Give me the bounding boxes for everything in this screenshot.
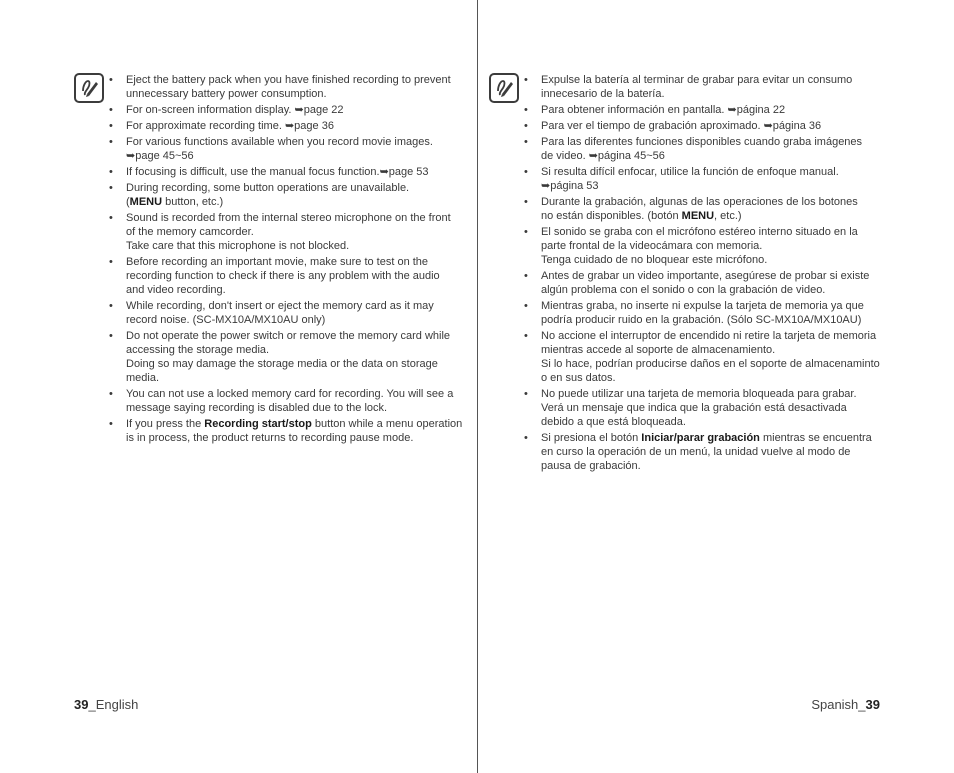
note-item xyxy=(109,119,471,133)
note-text: Doing so may damage the storage media or the data on storage xyxy=(126,358,438,370)
note-line xyxy=(126,239,471,253)
note-line xyxy=(126,343,471,357)
note-line xyxy=(541,401,884,415)
note-line xyxy=(126,269,471,283)
note-text: If you press the xyxy=(126,418,205,430)
note-text: Para ver el tiempo de grabación aproximado. xyxy=(541,120,764,132)
note-text: button while a menu operation xyxy=(311,418,463,430)
note-text: página 53 xyxy=(550,180,599,192)
note-item xyxy=(109,387,471,415)
note-text: For on-screen information display. xyxy=(126,104,295,116)
note-line xyxy=(126,371,471,385)
note-item xyxy=(109,299,471,327)
page-divider xyxy=(477,0,478,773)
note-line xyxy=(541,119,884,133)
note-text: You can not use a locked memory card for recording. You will see a xyxy=(126,388,454,400)
note-line xyxy=(541,431,884,445)
note-pencil-icon xyxy=(74,73,104,103)
note-item xyxy=(524,431,884,473)
note-line xyxy=(541,313,884,327)
note-line xyxy=(126,299,471,313)
note-line xyxy=(126,387,471,401)
note-text: página 45~56 xyxy=(597,150,665,162)
note-text: media. xyxy=(126,372,160,384)
note-text: Eject the battery pack when you have finished recording to prevent xyxy=(126,74,451,86)
footer-left xyxy=(74,697,138,712)
note-text: and video recording. xyxy=(126,284,226,296)
note-item xyxy=(524,119,884,133)
note-text: record noise. (SC-MX10A/MX10AU only) xyxy=(126,314,326,326)
note-text: While recording, don't insert or eject the memory card as it may xyxy=(126,300,434,312)
note-text: Sound is recorded from the internal stereo microphone on the front xyxy=(126,212,451,224)
note-line xyxy=(126,87,471,101)
note-line xyxy=(126,165,471,179)
note-text: ( xyxy=(126,196,130,208)
english-notes-list xyxy=(109,73,471,445)
note-line xyxy=(126,73,471,87)
note-text: unnecessary battery power consumption. xyxy=(126,88,327,100)
page-reference-arrow-icon: ➥ xyxy=(379,166,389,178)
note-line xyxy=(541,165,884,179)
note-text: Expulse la batería al terminar de grabar para evitar un consumo xyxy=(541,74,853,86)
page-number: 39 xyxy=(74,697,89,712)
note-line xyxy=(541,253,884,267)
note-item xyxy=(524,135,884,163)
note-item xyxy=(109,135,471,163)
note-text: de video. xyxy=(541,150,589,162)
note-item xyxy=(109,211,471,253)
note-line xyxy=(541,135,884,149)
note-text: Mientras graba, no inserte ni expulse la tarjeta de memoria ya que xyxy=(541,300,864,312)
footer-right xyxy=(811,697,880,712)
page-reference-arrow-icon: ➥ xyxy=(727,104,737,116)
note-text: página 36 xyxy=(772,120,822,132)
note-item xyxy=(524,299,884,327)
note-item xyxy=(524,329,884,385)
note-line xyxy=(541,195,884,209)
note-text: button, etc.) xyxy=(162,196,224,208)
note-item xyxy=(524,225,884,267)
page-reference-arrow-icon: ➥ xyxy=(126,150,136,162)
english-notes-column xyxy=(109,73,471,447)
note-text: Before recording an important movie, make sure to test on the xyxy=(126,256,429,268)
note-text: Take care that this microphone is not blocked. xyxy=(126,240,350,252)
note-text: page 53 xyxy=(388,166,429,178)
note-item xyxy=(109,417,471,445)
note-item xyxy=(524,165,884,193)
note-text: parte frontal de la videocámara con memoria. xyxy=(541,240,763,252)
note-line xyxy=(541,387,884,401)
page-reference-arrow-icon: ➥ xyxy=(294,104,304,116)
note-line xyxy=(541,299,884,313)
note-item xyxy=(524,103,884,117)
note-line xyxy=(541,239,884,253)
page-reference-arrow-icon: ➥ xyxy=(588,150,598,162)
note-text: of the memory camcorder. xyxy=(126,226,254,238)
note-text: algún problema con el sonido o con la grabación de video. xyxy=(541,284,826,296)
note-text: For various functions available when you record movie images. xyxy=(126,136,433,148)
page-reference-arrow-icon: ➥ xyxy=(541,180,551,192)
page-reference-arrow-icon: ➥ xyxy=(763,120,773,132)
bold-term: Recording start/stop xyxy=(204,418,312,430)
note-line xyxy=(541,149,884,163)
note-item xyxy=(109,329,471,385)
note-text: no están disponibles. (botón xyxy=(541,210,682,222)
note-line xyxy=(126,225,471,239)
note-line xyxy=(541,445,884,459)
note-line xyxy=(126,103,471,117)
note-text: , etc.) xyxy=(714,210,742,222)
note-text: Antes de grabar un video importante, asegúrese de probar si existe xyxy=(541,270,870,282)
note-text: If focusing is difficult, use the manual focus function. xyxy=(126,166,380,178)
note-text: message saying recording is disabled due to the lock. xyxy=(126,402,388,414)
note-text: podría producir ruido en la grabación. (Sólo SC-MX10A/MX10AU) xyxy=(541,314,862,326)
note-line xyxy=(541,269,884,283)
note-line xyxy=(126,357,471,371)
note-text: During recording, some button operations are unavailable. xyxy=(126,182,410,194)
note-text: mientras accede al soporte de almacenamiento. xyxy=(541,344,776,356)
bold-term: Iniciar/parar grabación xyxy=(641,432,760,444)
note-text: El sonido se graba con el micrófono estéreo interno situado en la xyxy=(541,226,858,238)
note-text: Si presiona el botón xyxy=(541,432,642,444)
note-text: Durante la grabación, algunas de las operaciones de los botones xyxy=(541,196,858,208)
note-item xyxy=(524,387,884,429)
note-pencil-icon xyxy=(489,73,519,103)
spanish-notes-list xyxy=(524,73,884,473)
note-item xyxy=(109,103,471,117)
note-line xyxy=(126,283,471,297)
page-number: 39 xyxy=(865,697,880,712)
note-text: debido a que está bloqueada. xyxy=(541,416,686,428)
note-item xyxy=(109,255,471,297)
note-item xyxy=(524,269,884,297)
note-line xyxy=(126,401,471,415)
language-label: Spanish_ xyxy=(811,697,866,712)
note-line xyxy=(541,73,884,87)
note-line xyxy=(126,195,471,209)
note-line xyxy=(126,417,471,431)
note-text: Si resulta difícil enfocar, utilice la función de enfoque manual. xyxy=(541,166,839,178)
note-line xyxy=(541,209,884,223)
note-line xyxy=(541,371,884,385)
note-text: Si lo hace, podrían producirse daños en el soporte de almacenaminto xyxy=(541,358,880,370)
note-text: innecesario de la batería. xyxy=(541,88,665,100)
note-text: Verá un mensaje que indica que la grabación está desactivada xyxy=(541,402,847,414)
note-text: No accione el interruptor de encendido ni retire la tarjeta de memoria xyxy=(541,330,877,342)
note-line xyxy=(541,103,884,117)
note-text: is in process, the product returns to recording pause mode. xyxy=(126,432,414,444)
note-line xyxy=(541,415,884,429)
note-item xyxy=(109,181,471,209)
note-line xyxy=(541,283,884,297)
note-line xyxy=(541,459,884,473)
note-text: recording function to check if there is any problem with the audio xyxy=(126,270,440,282)
note-item xyxy=(524,73,884,101)
note-line xyxy=(541,179,884,193)
note-text: Tenga cuidado de no bloquear este micrófono. xyxy=(541,254,768,266)
note-text: No puede utilizar una tarjeta de memoria bloqueada para grabar. xyxy=(541,388,857,400)
note-line xyxy=(541,87,884,101)
page-reference-arrow-icon: ➥ xyxy=(284,120,295,132)
spanish-notes-column xyxy=(524,73,884,475)
note-text: page 36 xyxy=(294,120,334,132)
note-line xyxy=(126,255,471,269)
note-line xyxy=(541,357,884,371)
note-text: o en sus datos. xyxy=(541,372,616,384)
note-item xyxy=(109,73,471,101)
bold-term: MENU xyxy=(681,210,715,222)
note-item xyxy=(524,195,884,223)
language-label: _English xyxy=(88,697,139,712)
note-line xyxy=(541,225,884,239)
note-text: mientras se encuentra xyxy=(759,432,872,444)
note-text: page 22 xyxy=(303,104,344,116)
note-line xyxy=(126,431,471,445)
note-text: Do not operate the power switch or remove the memory card while xyxy=(126,330,451,342)
note-text: Para obtener información en pantalla. xyxy=(541,104,728,116)
note-item xyxy=(109,165,471,179)
bold-term: MENU xyxy=(129,196,163,208)
note-line xyxy=(126,181,471,195)
note-line xyxy=(126,313,471,327)
note-text: pausa de grabación. xyxy=(541,460,641,472)
note-text: accessing the storage media. xyxy=(126,344,270,356)
note-line xyxy=(126,329,471,343)
note-line xyxy=(126,211,471,225)
note-text: página 22 xyxy=(736,104,786,116)
note-text: en curso la operación de un menú, la unidad vuelve al modo de xyxy=(541,446,851,458)
note-line xyxy=(126,149,471,163)
note-text: Para las diferentes funciones disponibles cuando graba imágenes xyxy=(541,136,863,148)
note-text: For approximate recording time. xyxy=(126,120,285,132)
note-line xyxy=(126,135,471,149)
note-text: page 45~56 xyxy=(135,150,194,162)
note-line xyxy=(541,329,884,343)
note-line xyxy=(126,119,471,133)
note-line xyxy=(541,343,884,357)
